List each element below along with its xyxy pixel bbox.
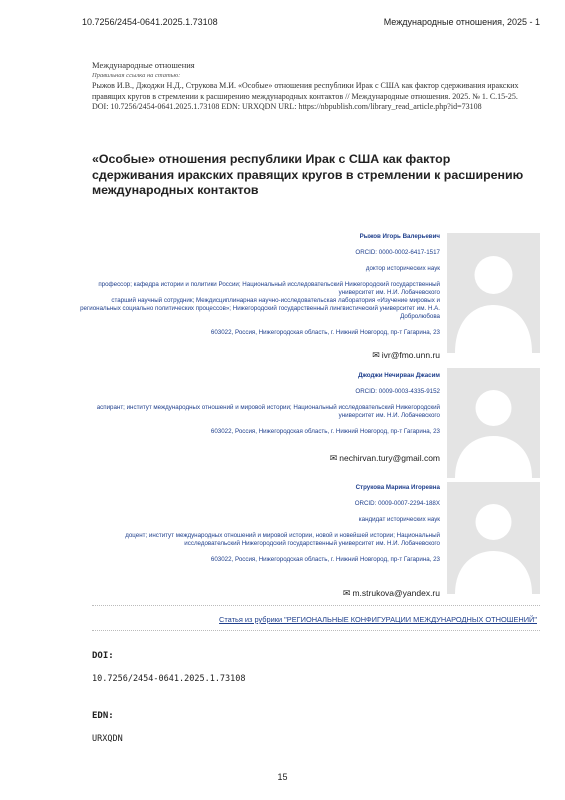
doi-label: DOI: <box>92 651 114 661</box>
header-doi: 10.7256/2454-0641.2025.1.73108 <box>82 17 218 27</box>
author-info-3 <box>80 484 440 564</box>
author-photo-3 <box>447 482 540 594</box>
author-card-2 <box>92 372 540 467</box>
divider <box>92 605 540 606</box>
envelope-icon: ✉ <box>329 453 338 463</box>
rubric-link[interactable]: Статья из рубрики "РЕГИОНАЛЬНЫЕ КОНФИГУРАЦИИ МЕЖДУНАРОДНЫХ ОТНОШЕНИЙ" <box>219 615 537 624</box>
author-position2-1: старший научный сотрудник; Междисциплинарная научно-исследовательская лаборатория «Изучение мировых и региональных социально политических процессов»; Нижегородский государственный лингвистический университет им. Н.А. Добролюбова <box>80 297 440 320</box>
article-title: «Особые» отношения республики Ирак с США как фактор сдерживания иракских правящих кругов в стремлении к расширению международных контактов <box>92 152 524 197</box>
author-address-1: 603022, Россия, Нижегородская область, г. Нижний Новгород, пр-т Гагарина, 23 <box>210 329 440 336</box>
author-orcid-2[interactable]: ORCID: 0009-0003-4335-9152 <box>355 388 440 395</box>
author-position-1: профессор; кафедра истории и политики России; Национальный исследовательский Нижегородский государственный университет им. Н.И. Лобачевского <box>98 281 440 296</box>
author-position-3: доцент; институт международных отношений и мировой истории, новой и новейшей истории; Национальный исследовательский Нижегородский государственный университет им. Н.И. Лобачевского <box>125 532 440 547</box>
envelope-icon: ✉ <box>372 350 380 360</box>
divider <box>92 630 540 631</box>
author-name-3[interactable]: Струкова Марина Игоревна <box>355 484 440 491</box>
person-silhouette-icon <box>447 482 540 594</box>
author-address-3: 603022, Россия, Нижегородская область, г. Нижний Новгород, пр-т Гагарина, 23 <box>210 556 440 563</box>
author-position-2: аспирант; институт международных отношений и мировой истории; Национальный исследовательский Нижегородский университет им. Н.И. Лобачевского <box>96 404 440 419</box>
edn-value: URXQDN <box>92 734 123 744</box>
person-silhouette-icon <box>447 233 540 353</box>
author-name-1[interactable]: Рыжов Игорь Валерьевич <box>359 233 440 240</box>
citation-journal: Международные отношения <box>92 60 195 70</box>
author-orcid-3[interactable]: ORCID: 0009-0007-2294-188X <box>354 500 440 507</box>
author-email-text-2[interactable]: nechirvan.tury@gmail.com <box>339 453 440 463</box>
author-card-1 <box>80 233 540 363</box>
doi-value[interactable]: 10.7256/2454-0641.2025.1.73108 <box>92 674 246 684</box>
author-degree-1: доктор исторических наук <box>365 265 440 272</box>
author-photo-2 <box>447 368 540 478</box>
person-silhouette-icon <box>447 368 540 478</box>
author-email-text-3[interactable]: m.strukova@yandex.ru <box>352 588 440 598</box>
citation-block <box>92 60 532 113</box>
author-card-3 <box>92 484 540 599</box>
author-orcid-1[interactable]: ORCID: 0000-0002-6417-1517 <box>355 249 440 256</box>
author-address-2: 603022, Россия, Нижегородская область, г. Нижний Новгород, пр-т Гагарина, 23 <box>210 428 440 435</box>
page-number: 15 <box>277 772 288 782</box>
header-journal-issue: Международные отношения, 2025 - 1 <box>383 17 540 27</box>
author-email-2[interactable] <box>330 453 440 464</box>
author-degree-3: кандидат исторических наук <box>358 516 440 523</box>
envelope-icon: ✉ <box>342 588 351 598</box>
author-info-1 <box>80 233 440 337</box>
author-photo-1 <box>447 233 540 353</box>
citation-note: Правильная ссылка на статью: <box>92 72 181 79</box>
author-email-1[interactable] <box>372 350 440 361</box>
author-info-2 <box>80 372 440 436</box>
author-email-3[interactable] <box>343 588 440 599</box>
author-name-2[interactable]: Джоджи Нечирван Джасим <box>358 372 440 379</box>
edn-label: EDN: <box>92 711 114 721</box>
citation-text[interactable]: Рыжов И.В., Джоджи Н.Д., Струкова М.И. «Особые» отношения республики Ирак с США как фактор сдерживания иракских правящих кругов в стремлении к расширению международных контактов // Международные отношения. 2025. № 1. С.15-25. DOI: 10.7256/2454-0641.2025.1.73108 EDN: URXQDN URL: https://nbpublish.com/library_read_article.php?id=73108 <box>92 81 519 111</box>
author-email-text-1[interactable]: ivr@fmo.unn.ru <box>381 350 440 360</box>
